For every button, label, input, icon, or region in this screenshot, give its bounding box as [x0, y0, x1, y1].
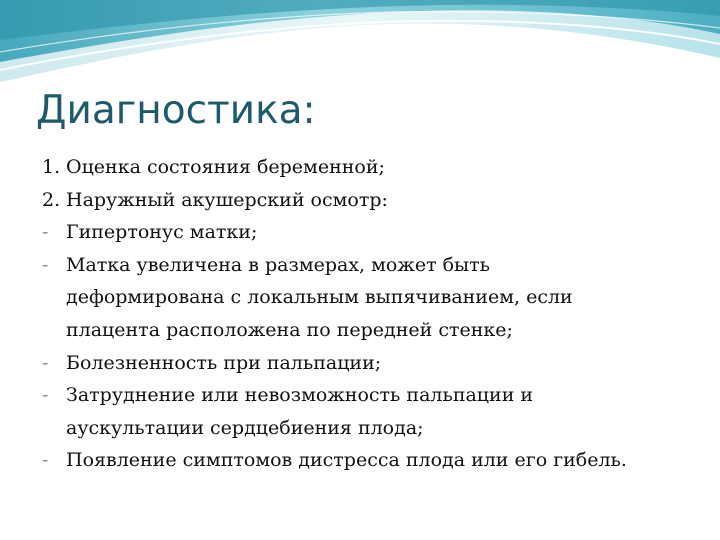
text-line: Матка увеличена в размерах, может быть	[66, 253, 491, 276]
list-item	[42, 216, 702, 249]
text-line: Затруднение или невозможность пальпации и	[66, 384, 534, 407]
list-item-text	[66, 151, 702, 184]
slide-title: Диагностика:	[36, 88, 316, 133]
list-item-text	[66, 347, 702, 380]
dash-marker: -	[42, 253, 49, 276]
list-item-text	[66, 184, 702, 217]
text-line: деформирована с локальным выпячиванием, если	[66, 286, 573, 309]
text-line: Болезненность при пальпации;	[66, 351, 382, 374]
list-item-text	[66, 444, 702, 477]
text-line: аускультации сердцебиения плода;	[66, 416, 424, 439]
list-number: 2.	[42, 188, 61, 211]
text-line: Появление симптомов дистресса плода или его гибель.	[66, 449, 627, 472]
text-line: Наружный акушерский осмотр:	[66, 188, 388, 211]
list-item-text	[66, 379, 702, 444]
dash-marker: -	[42, 351, 49, 374]
list-item	[42, 347, 702, 380]
list-item-text	[66, 216, 702, 249]
list-item	[42, 444, 702, 477]
dash-marker: -	[42, 449, 49, 472]
text-line: Оценка состояния беременной;	[66, 156, 385, 178]
list-item	[42, 151, 702, 184]
list-number: 1.	[42, 156, 61, 178]
header-wave-decoration	[0, 0, 720, 90]
list-item-text	[66, 249, 702, 347]
slide-content-list	[42, 151, 702, 477]
text-line: Гипертонус матки;	[66, 221, 258, 244]
list-item	[42, 184, 702, 217]
text-line: плацента расположена по передней стенке;	[66, 318, 513, 341]
list-item	[42, 379, 702, 444]
list-item	[42, 249, 702, 347]
dash-marker: -	[42, 221, 49, 244]
dash-marker: -	[42, 384, 49, 407]
